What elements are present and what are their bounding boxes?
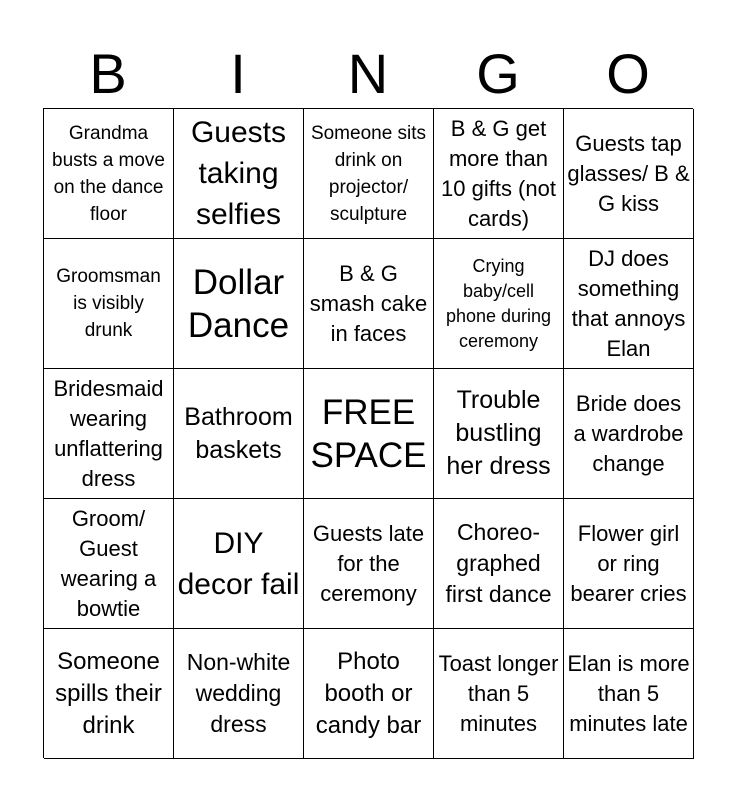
bingo-cell[interactable] (434, 499, 564, 629)
bingo-header (43, 40, 693, 108)
bingo-cell[interactable] (564, 629, 694, 759)
bingo-cell[interactable] (434, 109, 564, 239)
cell-text: B & G get more than 10 gifts (not cards) (441, 115, 556, 231)
cell-text: Toast longer than 5 minutes (438, 650, 559, 736)
bingo-cell[interactable] (304, 629, 434, 759)
bingo-cell[interactable] (44, 499, 174, 629)
bingo-cell[interactable] (174, 239, 304, 369)
cell-text: Trouble bustling her dress (446, 386, 551, 480)
cell-text: B & G smash cake in faces (309, 260, 428, 346)
cell-text: Someone spills their drink (55, 647, 162, 739)
bingo-cell[interactable] (174, 109, 304, 239)
cell-text: Guests tap glasses/ B & G kiss (567, 130, 690, 216)
bingo-cell[interactable] (174, 499, 304, 629)
cell-text: Bride does a wardrobe change (573, 390, 684, 476)
bingo-cell[interactable] (44, 369, 174, 499)
bingo-cell[interactable] (434, 239, 564, 369)
cell-text: Guests taking selfies (190, 116, 287, 231)
bingo-grid (43, 108, 693, 758)
cell-text: Choreo-graphed first dance (445, 519, 552, 607)
bingo-cell[interactable] (564, 239, 694, 369)
cell-text: DJ does something that annoys Elan (571, 245, 686, 361)
bingo-cell[interactable] (564, 499, 694, 629)
cell-text: Non-white wedding dress (186, 649, 291, 737)
header-letter-n: N (347, 42, 389, 105)
header-letter-g: G (476, 42, 520, 105)
bingo-cell[interactable] (304, 239, 434, 369)
bingo-cell[interactable] (174, 629, 304, 759)
cell-text: Elan is more than 5 minutes late (567, 650, 690, 736)
bingo-cell[interactable] (44, 239, 174, 369)
bingo-cell[interactable] (564, 369, 694, 499)
bingo-cell[interactable] (174, 369, 304, 499)
cell-text: Groom/ Guest wearing a bowtie (60, 505, 157, 621)
free-space-text: FREE SPACE (310, 392, 427, 475)
bingo-cell[interactable] (304, 109, 434, 239)
cell-text: Flower girl or ring bearer cries (570, 520, 687, 606)
cell-text: Groomsman is visibly drunk (56, 266, 161, 341)
bingo-cell[interactable] (564, 109, 694, 239)
header-letter-b: B (89, 42, 127, 105)
bingo-cell[interactable] (44, 109, 174, 239)
cell-text: DIY decor fail (177, 526, 300, 601)
bingo-cell[interactable] (44, 629, 174, 759)
free-space-cell[interactable] (304, 369, 434, 499)
cell-text: Bridesmaid wearing unflattering dress (53, 375, 164, 491)
cell-text: Dollar Dance (187, 262, 290, 345)
bingo-cell[interactable] (304, 499, 434, 629)
header-letter-o: O (606, 42, 650, 105)
header-letter-i: I (230, 42, 246, 105)
cell-text: Bathroom baskets (184, 402, 293, 464)
cell-text: Grandma busts a move on the dance floor (52, 122, 165, 225)
bingo-cell[interactable] (434, 369, 564, 499)
cell-text: Someone sits drink on projector/ sculpture (310, 122, 427, 225)
bingo-cell[interactable] (434, 629, 564, 759)
cell-text: Photo booth or candy bar (315, 647, 422, 739)
cell-text: Crying baby/cell phone during ceremony (445, 255, 552, 351)
cell-text: Guests late for the ceremony (312, 520, 425, 606)
